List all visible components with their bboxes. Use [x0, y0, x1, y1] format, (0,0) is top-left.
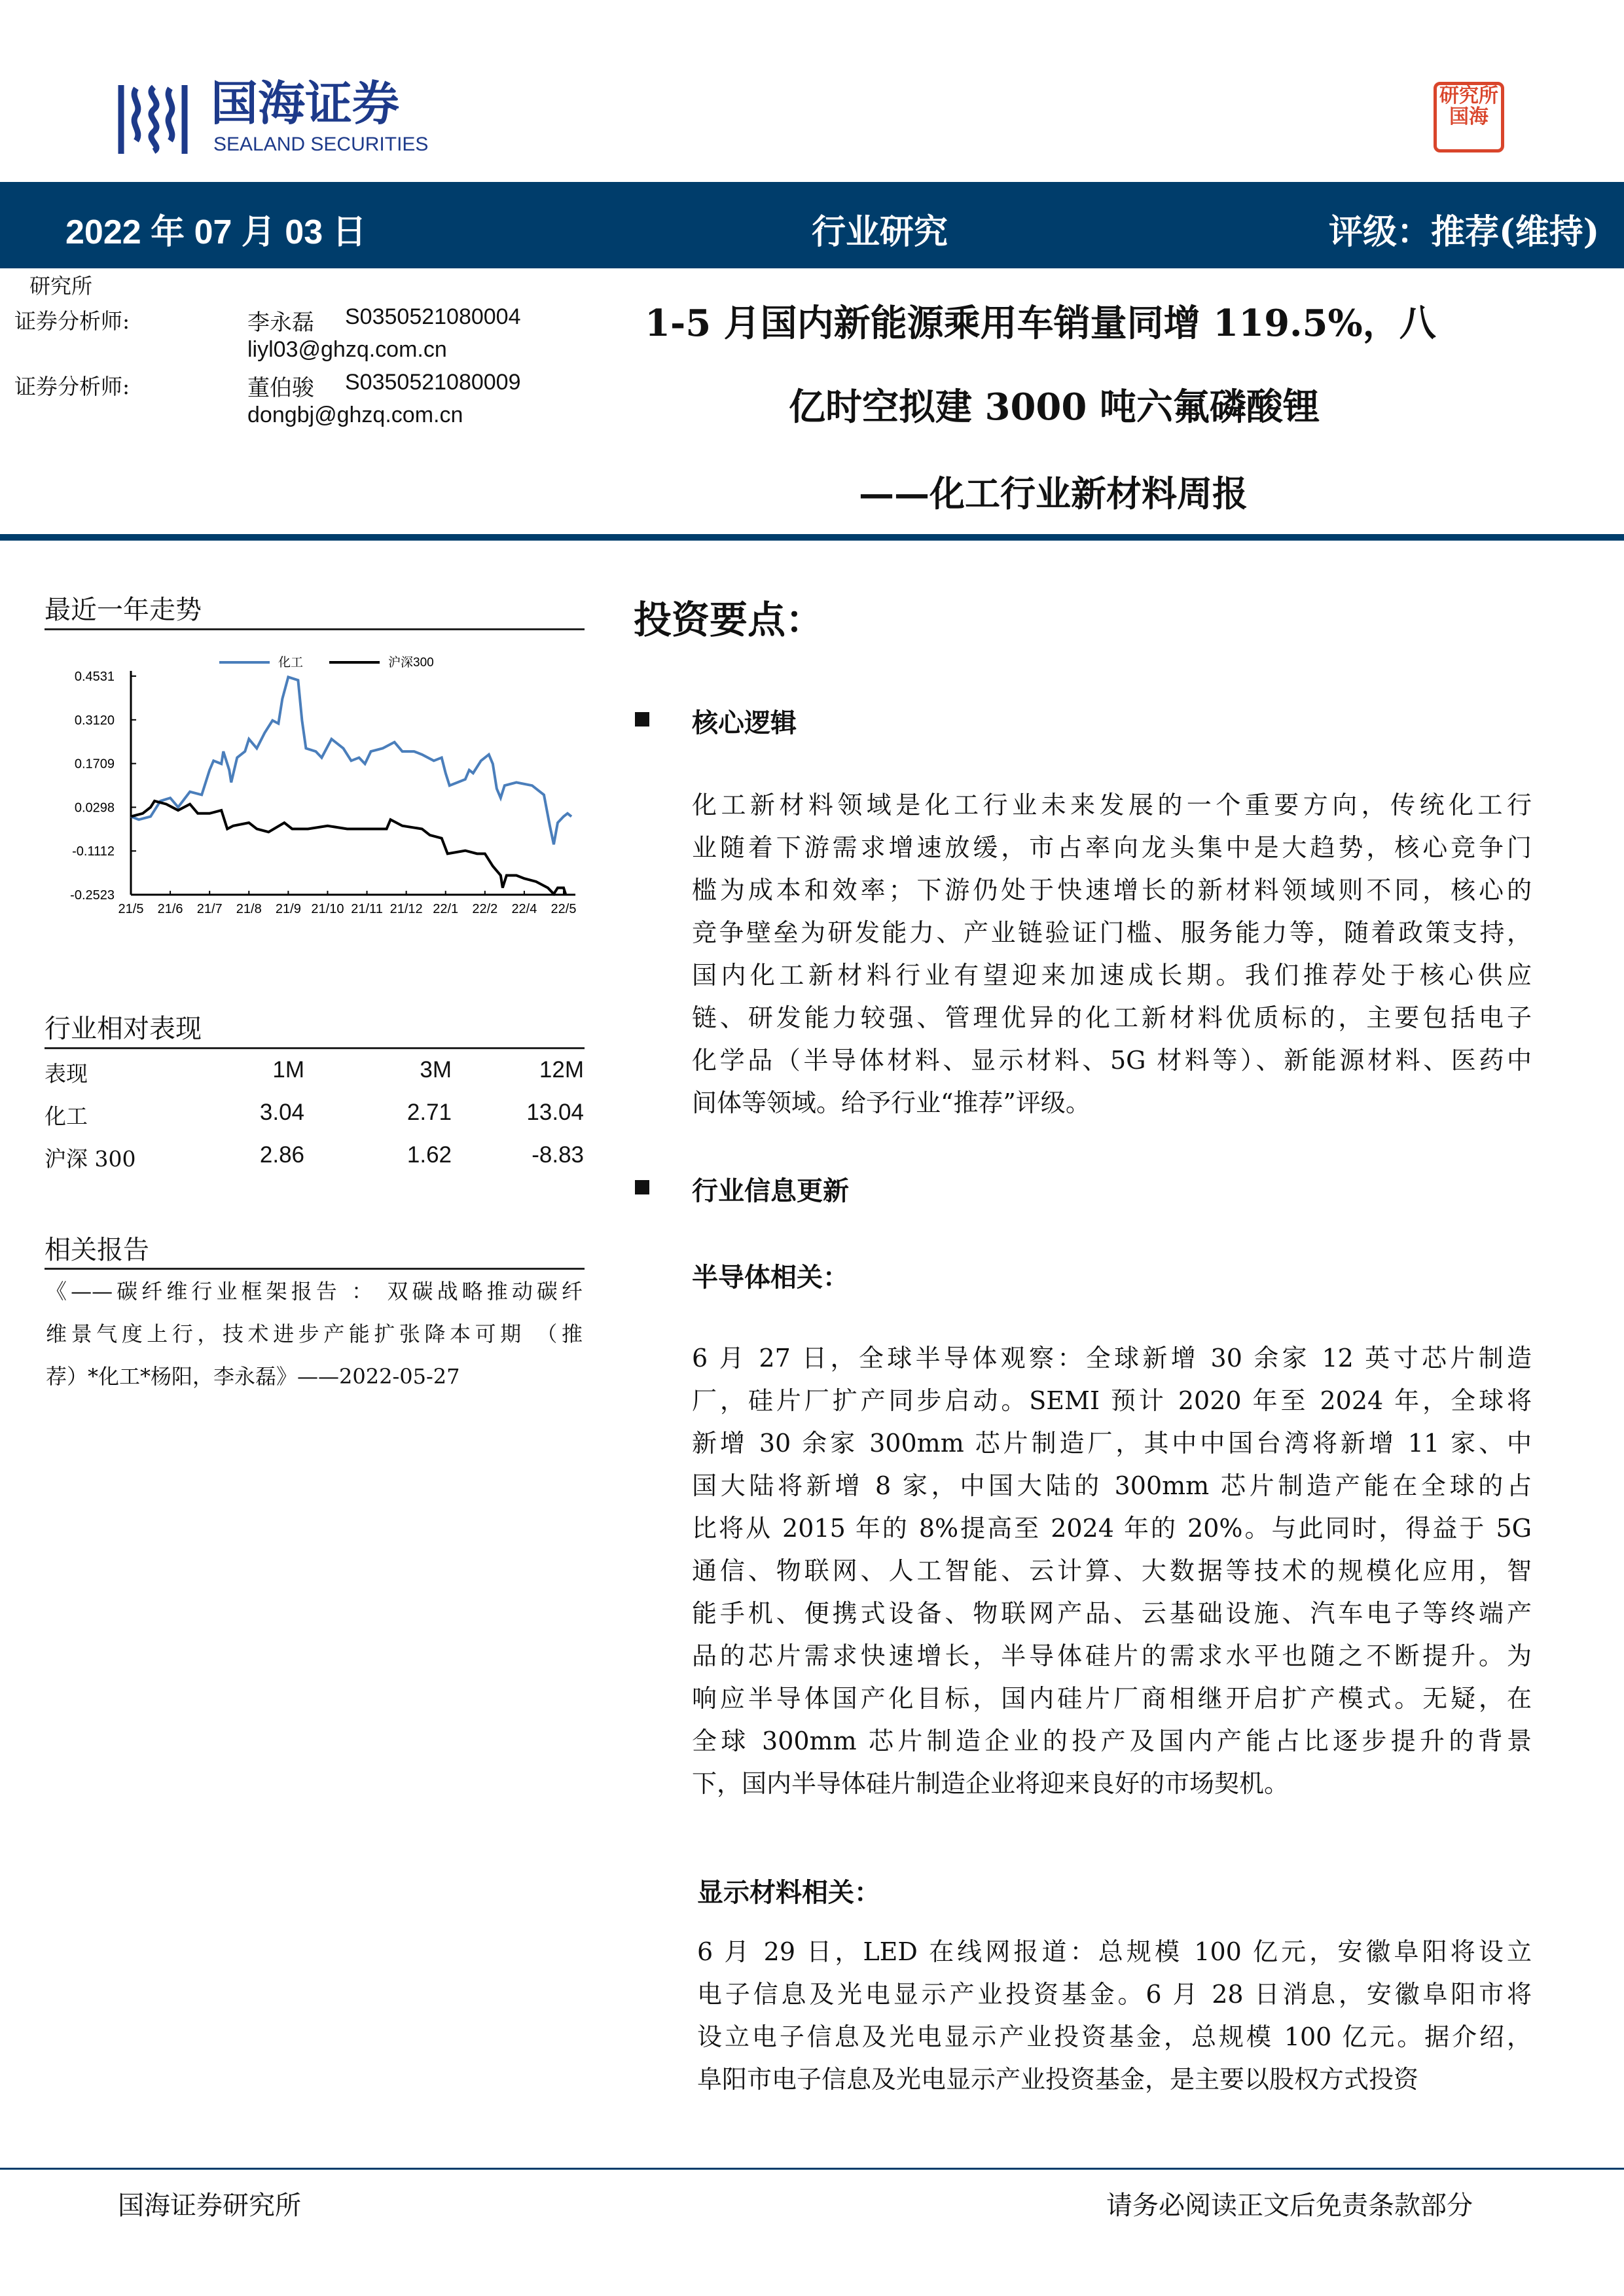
display-title: 显示材料相关： [697, 1877, 880, 1908]
table-cell: 3.04 [259, 1100, 304, 1125]
related-report-line: 维景气度上行，技术进步产能扩张降本可期 （推 [46, 1321, 583, 1346]
report-date: 2022 年 07 月 03 日 [65, 213, 367, 251]
logo-cn-text: 国海证券 [211, 76, 400, 131]
related-report-line: 荐）*化工*杨阳，李永磊》——2022-05-27 [46, 1364, 460, 1389]
main-heading: 投资要点： [634, 598, 824, 642]
x-tick-label: 21/5 [118, 902, 144, 916]
x-tick-label: 22/5 [550, 902, 577, 916]
table-cell: 2.71 [406, 1100, 452, 1125]
legend-label: 沪深300 [388, 656, 434, 670]
paragraph-line: 间体等领域。给予行业“推荐”评级。 [692, 1088, 1091, 1117]
paragraph-line: 国大陆将新增 8 家，中国大陆的 300mm 芯片制造产能在全球的占 [692, 1471, 1532, 1500]
paragraph-line: 业随着下游需求增速放缓，市占率向龙头集中是大趋势，核心竞争门 [692, 833, 1532, 862]
paragraph-line: 阜阳市电子信息及光电显示产业投资基金，是主要以股权方式投资 [697, 2065, 1419, 2094]
x-tick-label: 21/6 [157, 902, 183, 916]
paragraph-line: 比将从 2015 年的 8%提高至 2024 年的 20%。与此同时，得益于 5G [692, 1514, 1532, 1543]
table-cell: 13.04 [526, 1100, 584, 1125]
x-tick-label: 21/12 [389, 902, 423, 916]
analyst-name: 董伯骏 [247, 375, 314, 401]
subtitle: ——化工行业新材料周报 [859, 473, 1248, 514]
performance-heading: 行业相对表现 [45, 1014, 202, 1044]
paragraph-line: 响应半导体国产化目标，国内硅片厂商相继开启扩产模式。无疑，在 [692, 1684, 1532, 1713]
paragraph-line: 电子信息及光电显示产业投资基金。6 月 28 日消息，安徽阜阳市将 [697, 1980, 1532, 2009]
x-tick-label: 21/10 [311, 902, 344, 916]
paragraph-line: 槛为成本和效率；下游仍处于快速增长的新材料领域则不同，核心的 [692, 876, 1532, 905]
analyst-license: S0350521080009 [345, 370, 521, 395]
y-tick-label: 0.0298 [74, 800, 115, 816]
bullet-icon [635, 1180, 649, 1194]
y-tick-label: 0.3120 [74, 713, 115, 728]
paragraph-line: 全球 300mm 芯片制造企业的投产及国内产能占比逐步提升的背景 [692, 1727, 1532, 1755]
analyst-license: S0350521080004 [345, 304, 521, 329]
paragraph-line: 化学品（半导体材料、显示材料、5G 材料等）、新能源材料、医药中 [692, 1046, 1532, 1075]
paragraph-line: 品的芯片需求快速增长，半导体硅片的需求水平也随之不断提升。为 [692, 1641, 1532, 1670]
paragraph-line: 竞争壁垒为研发能力、产业链验证门槛、服务能力等，随着政策支持， [692, 918, 1532, 947]
table-header-cell: 3M [420, 1057, 452, 1083]
title-line-2: 亿时空拟建 3000 吨六氟磷酸锂 [789, 386, 1320, 429]
title-divider [0, 534, 1624, 541]
paragraph-line: 厂，硅片厂扩产同步启动。SEMI 预计 2020 年至 2024 年，全球将 [692, 1386, 1532, 1415]
divider [45, 1047, 585, 1049]
table-cell: 2.86 [259, 1142, 304, 1168]
footer-divider [0, 2168, 1624, 2170]
table-cell: -8.83 [532, 1142, 584, 1168]
report-rating: 评级：推荐(维持) [1329, 212, 1600, 252]
paragraph-line: 国内化工新材料行业有望迎来加速成长期。我们推荐处于核心供应 [692, 961, 1532, 990]
divider [45, 628, 585, 630]
x-tick-label: 22/1 [433, 902, 459, 916]
y-tick-label: 0.4531 [74, 670, 115, 684]
section-title-core: 核心逻辑 [692, 708, 797, 738]
report-category: 行业研究 [812, 212, 948, 252]
section-title-news: 行业信息更新 [692, 1175, 849, 1206]
company-logo [118, 76, 458, 160]
series-line-chemical [131, 677, 571, 844]
analyst-name: 李永磊 [247, 310, 314, 336]
logo-en-text: SEALAND SECURITIES [213, 134, 429, 155]
table-header-cell: 表现 [45, 1061, 88, 1086]
x-tick-label: 21/7 [196, 902, 223, 916]
paragraph-line: 6 月 29 日，LED 在线网报道：总规模 100 亿元，安徽阜阳将设立 [697, 1937, 1532, 1966]
dept-label: 研究所 [29, 274, 93, 298]
paragraph-line: 能手机、便携式设备、物联网产品、云基础设施、汽车电子等终端产 [692, 1599, 1532, 1628]
analyst-email[interactable]: liyl03@ghzq.com.cn [247, 337, 447, 362]
paragraph-line: 化工新材料领域是化工行业未来发展的一个重要方向，传统化工行 [692, 791, 1532, 819]
table-cell: 化工 [45, 1103, 88, 1129]
x-tick-label: 21/8 [236, 902, 262, 916]
table-header-cell: 12M [539, 1057, 584, 1083]
legend-label: 化工 [278, 656, 304, 670]
semi-title: 半导体相关： [692, 1262, 849, 1293]
divider [45, 1268, 585, 1270]
paragraph-line: 新增 30 余家 300mm 芯片制造厂，其中中国台湾将新增 11 家、中 [692, 1429, 1532, 1458]
y-tick-label: -0.2523 [70, 888, 115, 903]
footer-left: 国海证券研究所 [118, 2191, 301, 2221]
paragraph-line: 链、研发能力较强、管理优异的化工新材料优质标的，主要包括电子 [692, 1003, 1532, 1032]
table-header-cell: 1M [272, 1057, 304, 1083]
x-tick-label: 21/11 [351, 902, 383, 916]
y-tick-label: -0.1112 [72, 844, 115, 859]
trend-heading: 最近一年走势 [45, 595, 202, 625]
bullet-icon [635, 712, 649, 726]
analyst-role: 证券分析师: [14, 374, 130, 399]
y-tick-label: 0.1709 [74, 757, 115, 772]
footer-disclaimer[interactable]: 请务必阅读正文后免责条款部分 [1106, 2191, 1473, 2221]
trend-chart [0, 641, 589, 929]
x-tick-label: 21/9 [275, 902, 301, 916]
paragraph-line: 下，国内半导体硅片制造企业将迎来良好的市场契机。 [692, 1769, 1290, 1798]
series-line-csi300 [131, 801, 566, 894]
table-cell: 沪深 300 [45, 1146, 136, 1172]
analyst-email[interactable]: dongbj@ghzq.com.cn [247, 403, 463, 427]
paragraph-line: 通信、物联网、人工智能、云计算、大数据等技术的规模化应用，智 [692, 1556, 1532, 1585]
related-heading: 相关报告 [45, 1235, 149, 1265]
research-seal [1434, 82, 1504, 152]
related-report-line: 《——碳纤维行业框架报告 ： 双碳战略推动碳纤 [46, 1279, 583, 1304]
analyst-role: 证券分析师: [14, 308, 130, 334]
x-tick-label: 22/4 [511, 902, 537, 916]
x-tick-label: 22/2 [472, 902, 498, 916]
seal-text: 研究所国海 [1439, 84, 1498, 128]
paragraph-line: 设立电子信息及光电显示产业投资基金，总规模 100 亿元。据介绍， [697, 2022, 1532, 2051]
table-cell: 1.62 [406, 1142, 452, 1168]
title-line-1: 1-5 月国内新能源乘用车销量同增 119.5%，八 [645, 302, 1436, 345]
paragraph-line: 6 月 27 日，全球半导体观察：全球新增 30 余家 12 英寸芯片制造 [692, 1344, 1532, 1372]
logo-wave-icon [118, 82, 190, 157]
